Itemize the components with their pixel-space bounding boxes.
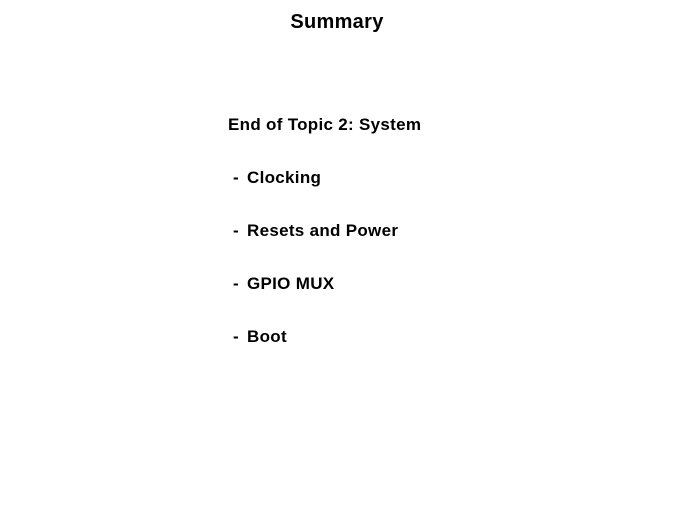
bullet-marker: - [233,168,239,187]
list-item-label: GPIO MUX [247,274,335,293]
slide-title: Summary [290,11,384,33]
topic-heading: End of Topic 2: System [228,115,422,134]
list-item [233,221,398,274]
bullet-marker: - [233,327,239,346]
topic-list [233,168,398,380]
list-item [233,327,398,380]
list-item [233,274,398,327]
list-item-label: Clocking [247,168,322,187]
bullet-marker: - [233,221,239,240]
bullet-marker: - [233,274,239,293]
list-item-label: Resets and Power [247,221,399,240]
list-item [233,168,398,221]
list-item-label: Boot [247,327,287,346]
